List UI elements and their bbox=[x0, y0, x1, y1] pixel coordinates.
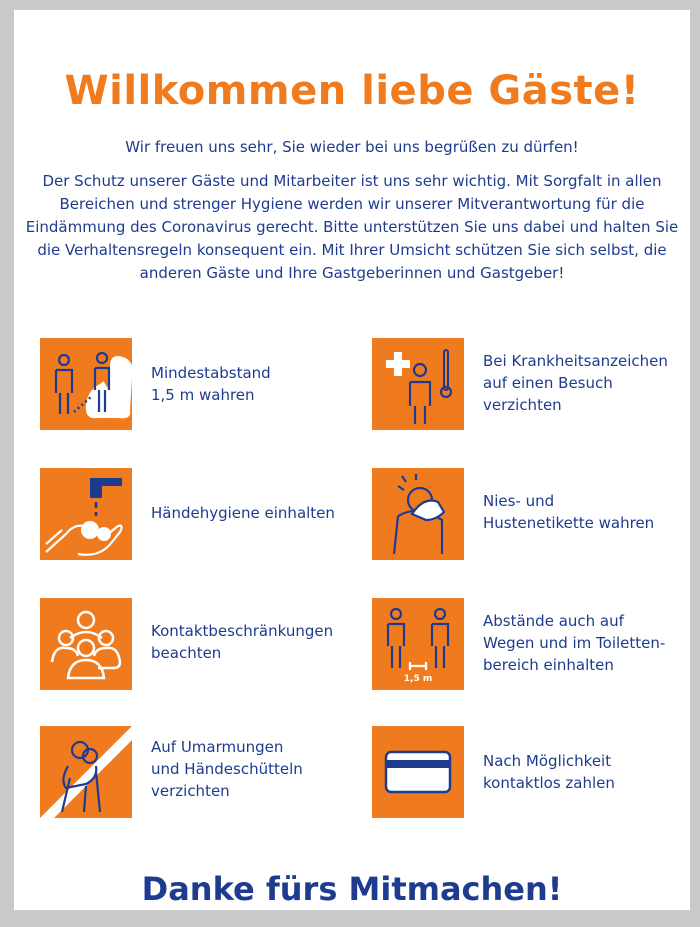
illness-symptoms-icon bbox=[372, 338, 464, 430]
rule-contactless-text: Nach Möglichkeit kontaktlos zahlen bbox=[483, 752, 615, 792]
rule-walkway-text: Abstände auch auf Wegen und im Toiletten- bereich einhalten bbox=[483, 612, 666, 674]
no-hugging-icon bbox=[40, 726, 132, 818]
poster bbox=[14, 10, 690, 910]
distance-badge: 1,5 m bbox=[403, 674, 433, 684]
rule-illness-text: Bei Krankheitsanzeichen auf einen Besuch verzichten bbox=[483, 352, 668, 414]
handwashing-icon bbox=[40, 468, 132, 560]
rule-handwashing-text: Händehygiene einhalten bbox=[151, 504, 335, 522]
distance-icon bbox=[40, 338, 132, 430]
rule-contact-text: Kontaktbeschränkungen beachten bbox=[151, 622, 334, 662]
welcome-line: Wir freuen uns sehr, Sie wieder bei uns begrüßen zu dürfen! bbox=[125, 138, 579, 156]
intro-paragraph: Der Schutz unserer Gäste und Mitarbeiter ist uns sehr wichtig. Mit Sorgfalt in allen Bereichen und strenger Hygiene werden wir unserer Mitverantwortung für die Eindämmung des Coronavirus gerecht. Bitte unterstützen Sie uns dabei und halten Sie die Verhaltensregeln konsequent ein. Mit Ihrer Umsicht schützen Sie sich selbst, die anderen Gäste und Ihre Gastgeberinnen und Gastgeber! bbox=[25, 172, 679, 282]
page-title: Willkommen liebe Gäste! bbox=[64, 68, 640, 114]
rule-hugging-text: Auf Umarmungen und Händeschütteln verzichten bbox=[151, 738, 303, 800]
rule-sneezing-text: Nies- und Hustenetikette wahren bbox=[483, 492, 655, 532]
closing-message: Danke fürs Mitmachen! bbox=[141, 870, 563, 908]
walkway-distance-icon bbox=[372, 598, 464, 690]
sneezing-icon bbox=[372, 468, 464, 560]
contactless-card-icon bbox=[372, 726, 464, 818]
rule-distance-text: Mindestabstand 1,5 m wahren bbox=[151, 364, 271, 404]
contact-limit-icon bbox=[40, 598, 132, 690]
